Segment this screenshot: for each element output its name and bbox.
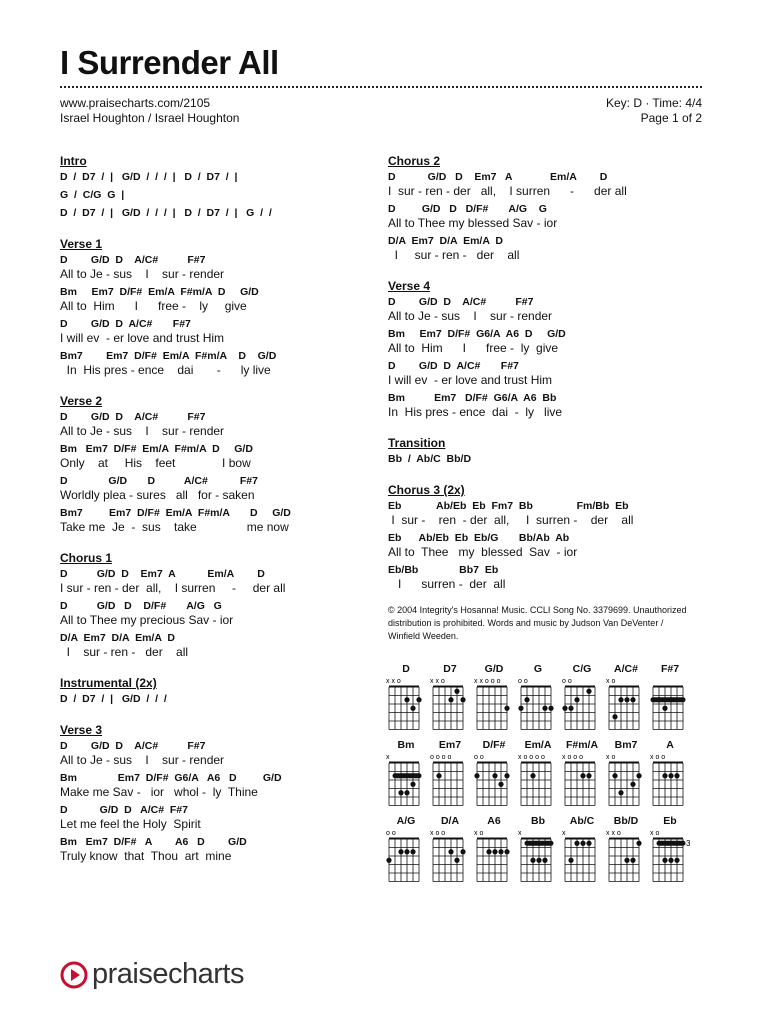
chord-line: Bm7 Em7 D/F# Em/A F#m/A D G/D (60, 350, 277, 362)
chord-diagram-grid (384, 663, 708, 885)
chord-line: Eb Ab/Eb Eb Fm7 Bb Fm/Bb Eb (388, 500, 629, 512)
chord-lyric-line (388, 171, 708, 198)
chord-diagram-name: Eb (663, 815, 677, 827)
finger-dot (448, 849, 453, 854)
finger-dot (542, 706, 547, 711)
finger-dot (586, 689, 591, 694)
open-muted-markers: x o o (650, 754, 666, 761)
logo-wordmark: praisecharts (92, 958, 244, 990)
chord-diagram (384, 663, 428, 733)
fretboard-diagram (560, 827, 604, 885)
chord-diagram (516, 815, 560, 885)
song-url[interactable]: www.praisecharts.com/2105 (60, 96, 211, 110)
song-section (60, 154, 370, 220)
fretboard-diagram (648, 827, 692, 885)
chord-diagram-name: D/F# (482, 739, 506, 751)
lyric-line: In His pres - ence dai - ly live (60, 363, 271, 377)
chord-diagram-name: Bb (531, 815, 545, 827)
song-section (388, 483, 708, 591)
chord-diagram-name: A/C# (614, 663, 638, 675)
lyric-line: I sur - ren - der all, I surren - der all (388, 513, 634, 527)
chord-lyric-line (60, 804, 370, 831)
finger-dot (404, 849, 409, 854)
open-muted-markers: x o (606, 754, 616, 761)
finger-dot (586, 773, 591, 778)
chord-line: D G/D D A/C# F#7 (388, 296, 534, 308)
fretboard-diagram (472, 675, 516, 733)
finger-dot (542, 858, 547, 863)
chord-lyric-line (60, 207, 370, 220)
chord-lyric-line (388, 328, 708, 355)
song-section (388, 279, 708, 419)
finger-dot (618, 790, 623, 795)
fretboard-diagram (516, 675, 560, 733)
lyric-line: I sur - ren - der all, I surren - der all (388, 184, 627, 198)
open-muted-markers: x (562, 830, 566, 837)
section-title: Verse 3 (60, 723, 103, 737)
lyric-line: I will ev - er love and trust Him (388, 373, 553, 387)
chord-line: Bm Em7 D/F# G6/A A6 D G/D (388, 328, 566, 340)
chord-diagram (428, 739, 472, 809)
chord-line: D G/D D A/C# F#7 (60, 318, 191, 330)
chord-lyric-line (60, 632, 370, 659)
finger-dot (662, 706, 667, 711)
chord-lyric-line (60, 772, 370, 799)
lyric-line: I surren - der all (388, 577, 506, 591)
chord-lyric-line (388, 360, 708, 387)
chord-lyric-line (388, 532, 708, 559)
chord-diagram-name: G (533, 663, 543, 675)
chord-lyric-line (60, 507, 370, 534)
copyright-notice: © 2004 Integrity's Hosanna! Music. CCLI Song No. 3379699. Unauthorized distribution is prohibited. Words and music by Judson Van DeVenter / Winfield Weeden. (388, 605, 687, 641)
open-muted-markers: x o (650, 830, 660, 837)
finger-dot (436, 773, 441, 778)
open-muted-markers: x x o (606, 830, 621, 837)
chord-line: Bm Em7 D/F# A A6 D G/D (60, 836, 247, 848)
lyric-line: All to Je - sus I sur - render (60, 424, 225, 438)
finger-dot (448, 697, 453, 702)
barre-mark (657, 841, 686, 846)
fretboard-diagram (560, 675, 604, 733)
finger-dot (492, 773, 497, 778)
chord-line: D G/D D A/C# F#7 (60, 254, 206, 266)
fretboard-diagram (604, 827, 648, 885)
barre-mark (651, 697, 686, 702)
finger-dot (498, 782, 503, 787)
finger-dot (454, 858, 459, 863)
fretboard-diagram (428, 827, 472, 885)
chord-lyric-line (60, 475, 370, 502)
section-title: Chorus 3 (2x) (388, 483, 465, 497)
lyric-line: I sur - ren - der all (60, 645, 189, 659)
finger-dot (624, 697, 629, 702)
chord-line: D G/D D A/C# F#7 (60, 740, 206, 752)
open-muted-markers: x o (606, 678, 616, 685)
chord-diagram (648, 739, 692, 809)
fretboard-diagram (604, 751, 648, 809)
finger-dot (410, 706, 415, 711)
chord-line: Bb / Ab/C Bb/D (388, 453, 472, 465)
chord-line: D G/D D D/F# A/G G (60, 600, 222, 612)
finger-dot (636, 841, 641, 846)
chord-lyric-line (60, 600, 370, 627)
finger-dot (486, 849, 491, 854)
chord-line: D / D7 / | G/D / / / | D / D7 / | G / / (60, 207, 272, 219)
open-muted-markers: o o (474, 754, 484, 761)
chord-line: D / D7 / | G/D / / / (60, 693, 167, 705)
key-time: Key: D · Time: 4/4 (605, 96, 702, 110)
lyric-line: All to Thee my precious Sav - ior (60, 613, 234, 627)
finger-dot (574, 841, 579, 846)
chord-diagram (516, 663, 560, 733)
chord-diagram-name: Bb/D (613, 815, 639, 827)
chord-diagram-name: D7 (443, 663, 457, 675)
fretboard-diagram (648, 675, 692, 733)
chord-diagram (428, 815, 472, 885)
chord-diagram-name: A6 (487, 815, 501, 827)
fretboard-diagram (384, 675, 428, 733)
chord-line: D/A Em7 D/A Em/A D (388, 235, 503, 247)
title-divider (60, 86, 702, 88)
lyric-line: All to Him I free - ly give (388, 341, 559, 355)
finger-dot (460, 849, 465, 854)
chord-diagram (472, 815, 516, 885)
finger-dot (674, 858, 679, 863)
chord-diagram (384, 815, 428, 885)
finger-dot (562, 706, 567, 711)
chord-line: Bm Em7 D/F# Em/A F#m/A D G/D (60, 443, 253, 455)
finger-dot (618, 697, 623, 702)
song-title: I Surrender All (60, 44, 279, 81)
section-title: Instrumental (2x) (60, 676, 157, 690)
lyric-line: Worldly plea - sures all for - saken (60, 488, 255, 502)
song-section (60, 394, 370, 534)
finger-dot (636, 773, 641, 778)
right-sections (388, 154, 708, 591)
fretboard-diagram (648, 751, 692, 809)
section-title: Intro (60, 154, 87, 168)
song-section (388, 436, 708, 466)
section-title: Transition (388, 436, 446, 450)
finger-dot (624, 858, 629, 863)
finger-dot (460, 697, 465, 702)
barre-mark (525, 841, 554, 846)
lyric-line: I will ev - er love and trust Him (60, 331, 225, 345)
chord-lyric-line (60, 411, 370, 438)
lyric-line: Make me Sav - ior whol - ly Thine (60, 785, 258, 799)
chord-lyric-line (60, 693, 370, 706)
finger-dot (386, 858, 391, 863)
finger-dot (504, 773, 509, 778)
chord-diagram-name: D/A (440, 815, 460, 827)
song-section (60, 551, 370, 659)
chord-diagram-name: Bm7 (614, 739, 638, 751)
fret-number-label: 3 (686, 838, 691, 848)
chord-line: D G/D D Em7 A Em/A D (60, 568, 265, 580)
chord-lyric-line (60, 254, 370, 281)
chord-line: Bm Em7 D/F# Em/A F#m/A D G/D (60, 286, 259, 298)
finger-dot (454, 689, 459, 694)
finger-dot (518, 706, 523, 711)
finger-dot (492, 849, 497, 854)
song-meta-left (60, 96, 239, 126)
finger-dot (530, 858, 535, 863)
open-muted-markers: x o o o o (518, 754, 545, 761)
chord-diagram-name: F#m/A (565, 739, 599, 751)
fretboard-diagram (428, 675, 472, 733)
fretboard-diagram (516, 827, 560, 885)
song-section (60, 237, 370, 377)
finger-dot (536, 858, 541, 863)
chord-lyric-line (60, 443, 370, 470)
chord-lyric-line (388, 500, 708, 527)
chord-line: D/A Em7 D/A Em/A D (60, 632, 175, 644)
section-title: Chorus 2 (388, 154, 441, 168)
lyric-line: Let me feel the Holy Spirit (60, 817, 201, 831)
right-column (388, 154, 708, 885)
chord-diagram-name: Bm (397, 739, 415, 751)
fretboard-diagram (516, 751, 560, 809)
section-title: Verse 4 (388, 279, 431, 293)
chord-line: G / C/G G | (60, 189, 125, 201)
chord-line: D G/D D A/C# F#7 (60, 411, 206, 423)
praisecharts-logo (60, 958, 244, 991)
fretboard-diagram (472, 751, 516, 809)
chord-lyric-line (388, 235, 708, 262)
play-logo-icon (60, 961, 88, 989)
finger-dot (416, 697, 421, 702)
open-muted-markers: o o (518, 678, 528, 685)
chord-diagram-name: Em7 (438, 739, 462, 751)
chord-line: Bm7 Em7 D/F# Em/A F#m/A D G/D (60, 507, 291, 519)
chord-diagram-name: Ab/C (569, 815, 595, 827)
finger-dot (524, 697, 529, 702)
lyric-line: In His pres - ence dai - ly live (388, 405, 563, 419)
chord-lyric-line (60, 171, 370, 184)
open-muted-markers: o o (386, 830, 396, 837)
finger-dot (630, 782, 635, 787)
lyric-line: I sur - ren - der all, I surren - der all (60, 581, 286, 595)
chord-line: Eb Ab/Eb Eb Eb/G Bb/Ab Ab (388, 532, 570, 544)
chord-diagram-name: F#7 (660, 663, 680, 675)
open-muted-markers: x (386, 754, 390, 761)
chord-diagram (604, 739, 648, 809)
chord-diagram (516, 739, 560, 809)
lyric-line: All to Him I free - ly give (60, 299, 247, 313)
fretboard-diagram (604, 675, 648, 733)
fretboard-diagram (472, 827, 516, 885)
finger-dot (498, 849, 503, 854)
song-authors: Israel Houghton / Israel Houghton (60, 111, 240, 125)
chord-diagram (472, 663, 516, 733)
finger-dot (398, 790, 403, 795)
chord-lyric-line (60, 286, 370, 313)
section-title: Chorus 1 (60, 551, 113, 565)
chord-diagram (560, 663, 604, 733)
chord-lyric-line (388, 296, 708, 323)
chord-lyric-line (60, 740, 370, 767)
chord-lyric-line (388, 564, 708, 591)
finger-dot (504, 706, 509, 711)
finger-dot (548, 706, 553, 711)
finger-dot (674, 773, 679, 778)
chord-line: D G/D D A/C# F#7 (388, 360, 519, 372)
finger-dot (504, 849, 509, 854)
finger-dot (568, 706, 573, 711)
section-title: Verse 1 (60, 237, 103, 251)
finger-dot (656, 697, 661, 702)
open-muted-markers: o o (562, 678, 572, 685)
chord-diagram-name: C/G (572, 663, 592, 675)
chord-diagram-name: D (402, 663, 410, 675)
chord-diagram (428, 663, 472, 733)
lyric-line: Only at His feet I bow (60, 456, 251, 470)
chord-lyric-line (60, 318, 370, 345)
fretboard-diagram (384, 827, 428, 885)
fretboard-diagram (384, 751, 428, 809)
chord-line: D G/D D Em7 A Em/A D (388, 171, 608, 183)
chord-diagram (648, 815, 692, 885)
chord-line: D / D7 / | G/D / / / | D / D7 / | (60, 171, 238, 183)
lyric-line: All to Je - sus I sur - render (60, 753, 225, 767)
barre-mark (393, 773, 422, 778)
open-muted-markers: x o (474, 830, 484, 837)
finger-dot (662, 773, 667, 778)
chord-lyric-line (60, 350, 370, 377)
chord-diagram-name: G/D (484, 663, 504, 675)
open-muted-markers: x x o o o (474, 678, 501, 685)
finger-dot (404, 790, 409, 795)
chord-diagram-name: Em/A (524, 739, 552, 751)
finger-dot (410, 782, 415, 787)
chord-line: Eb/Bb Bb7 Eb (388, 564, 499, 576)
fretboard-diagram (560, 751, 604, 809)
song-section (388, 154, 708, 262)
song-section (60, 676, 370, 706)
chord-diagram (648, 663, 692, 733)
chord-diagram (472, 739, 516, 809)
finger-dot (586, 841, 591, 846)
song-section (60, 723, 370, 863)
chord-lyric-line (60, 836, 370, 863)
fretboard-diagram (428, 751, 472, 809)
finger-dot (630, 858, 635, 863)
finger-dot (668, 858, 673, 863)
finger-dot (662, 858, 667, 863)
lyric-line: I sur - ren - der all (388, 248, 520, 262)
page-number: Page 1 of 2 (640, 111, 702, 125)
chord-line: D G/D D D/F# A/G G (388, 203, 547, 215)
chord-diagram-name: A/G (396, 815, 416, 827)
lyric-line: All to Je - sus I sur - render (388, 309, 553, 323)
finger-dot (630, 697, 635, 702)
chord-lyric-line (388, 453, 708, 466)
lyric-line: All to Je - sus I sur - render (60, 267, 225, 281)
finger-dot (530, 773, 535, 778)
open-muted-markers: x x o (430, 678, 445, 685)
left-column (60, 154, 370, 880)
chord-lyric-line (60, 189, 370, 202)
chord-line: Bm Em7 D/F# G6/A A6 D G/D (60, 772, 282, 784)
finger-dot (580, 773, 585, 778)
chord-line: Bm Em7 D/F# G6/A A6 Bb (388, 392, 557, 404)
chord-lyric-line (388, 392, 708, 419)
finger-dot (474, 773, 479, 778)
finger-dot (404, 697, 409, 702)
finger-dot (580, 841, 585, 846)
finger-dot (398, 849, 403, 854)
finger-dot (574, 697, 579, 702)
finger-dot (668, 773, 673, 778)
chord-diagram (384, 739, 428, 809)
open-muted-markers: x o o (430, 830, 446, 837)
open-muted-markers: x o o o (562, 754, 584, 761)
finger-dot (668, 697, 673, 702)
chord-lyric-line (388, 203, 708, 230)
chord-diagram (560, 815, 604, 885)
finger-dot (410, 849, 415, 854)
chord-diagram-name: A (666, 739, 674, 751)
chord-line: D G/D D A/C# F#7 (60, 475, 258, 487)
open-muted-markers: o o o o (430, 754, 452, 761)
lyric-line: All to Thee my blessed Sav - ior (388, 545, 578, 559)
lyric-line: All to Thee my blessed Sav - ior (388, 216, 558, 230)
chord-line: D G/D D A/C# F#7 (60, 804, 188, 816)
finger-dot (568, 858, 573, 863)
chord-lyric-line (60, 568, 370, 595)
open-muted-markers: x (518, 830, 522, 837)
lyric-line: Truly know that Thou art mine (60, 849, 232, 863)
lyric-line: Take me Je - sus take me now (60, 520, 289, 534)
song-meta-right (606, 96, 702, 126)
section-title: Verse 2 (60, 394, 103, 408)
finger-dot (612, 714, 617, 719)
chord-diagram (560, 739, 604, 809)
chord-diagram (604, 663, 648, 733)
chord-diagram (604, 815, 648, 885)
finger-dot (612, 773, 617, 778)
open-muted-markers: x x o (386, 678, 401, 685)
